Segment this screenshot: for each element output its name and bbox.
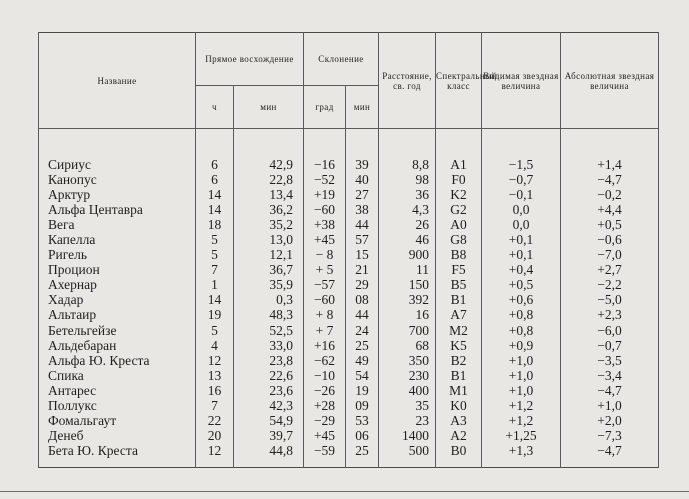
table-row — [39, 263, 659, 278]
absolute-magnitude-cell: −3,5 — [561, 353, 659, 368]
spectral-class-cell: M1 — [436, 383, 482, 398]
ra-hours-cell: 4 — [196, 338, 234, 353]
spectral-class-cell: G2 — [436, 202, 482, 217]
ra-minutes-cell: 42,3 — [234, 399, 304, 414]
dec-minutes-cell: 49 — [346, 353, 379, 368]
header-spectral-class: Спектральный класс — [436, 33, 482, 129]
dec-degrees-cell: +45 — [304, 429, 346, 444]
apparent-magnitude-cell: +0,1 — [482, 248, 561, 263]
dec-minutes-cell: 25 — [346, 338, 379, 353]
absolute-magnitude-cell: +2,0 — [561, 414, 659, 429]
table-row — [39, 157, 659, 172]
spectral-class-cell: A2 — [436, 429, 482, 444]
apparent-magnitude-cell: +1,0 — [482, 383, 561, 398]
star-name-cell: Антарес — [39, 383, 196, 398]
distance-cell: 16 — [379, 308, 436, 323]
ra-hours-cell: 19 — [196, 308, 234, 323]
absolute-magnitude-cell: −6,0 — [561, 323, 659, 338]
absolute-magnitude-cell: −7,0 — [561, 248, 659, 263]
dec-degrees-cell: +28 — [304, 399, 346, 414]
ra-hours-cell: 7 — [196, 399, 234, 414]
dec-minutes-cell: 39 — [346, 157, 379, 172]
dec-degrees-cell: −29 — [304, 414, 346, 429]
spectral-class-cell: B0 — [436, 444, 482, 459]
ra-hours-cell: 14 — [196, 187, 234, 202]
star-name-cell: Бетельгейзе — [39, 323, 196, 338]
dec-degrees-cell: −62 — [304, 353, 346, 368]
ra-hours-cell: 16 — [196, 383, 234, 398]
distance-cell: 230 — [379, 368, 436, 383]
star-name-cell: Ахернар — [39, 278, 196, 293]
absolute-magnitude-cell: −5,0 — [561, 293, 659, 308]
ra-minutes-cell: 23,6 — [234, 383, 304, 398]
table-row — [39, 217, 659, 232]
table-row — [39, 399, 659, 414]
spectral-class-cell: A1 — [436, 157, 482, 172]
ra-hours-cell: 14 — [196, 293, 234, 308]
distance-cell: 23 — [379, 414, 436, 429]
table-row — [39, 232, 659, 247]
ra-minutes-cell: 52,5 — [234, 323, 304, 338]
distance-cell: 392 — [379, 293, 436, 308]
distance-cell: 11 — [379, 263, 436, 278]
header-distance: Расстояние, св. год — [379, 33, 436, 129]
star-data-table — [38, 32, 659, 468]
apparent-magnitude-cell: +0,1 — [482, 232, 561, 247]
absolute-magnitude-cell: −2,2 — [561, 278, 659, 293]
spectral-class-cell: K0 — [436, 399, 482, 414]
absolute-magnitude-cell: +1,4 — [561, 157, 659, 172]
dec-minutes-cell: 09 — [346, 399, 379, 414]
spectral-class-cell: K5 — [436, 338, 482, 353]
spectral-class-cell: B1 — [436, 293, 482, 308]
absolute-magnitude-cell: +4,4 — [561, 202, 659, 217]
apparent-magnitude-cell: +1,3 — [482, 444, 561, 459]
ra-hours-cell: 13 — [196, 368, 234, 383]
spectral-class-cell: A7 — [436, 308, 482, 323]
header-right-ascension: Прямое восхождение — [196, 33, 304, 86]
ra-hours-cell: 6 — [196, 157, 234, 172]
apparent-magnitude-cell: +1,0 — [482, 353, 561, 368]
dec-minutes-cell: 53 — [346, 414, 379, 429]
ra-hours-cell: 5 — [196, 248, 234, 263]
ra-hours-cell: 1 — [196, 278, 234, 293]
dec-degrees-cell: −60 — [304, 202, 346, 217]
ra-minutes-cell: 12,1 — [234, 248, 304, 263]
dec-degrees-cell: +45 — [304, 232, 346, 247]
absolute-magnitude-cell: +1,0 — [561, 399, 659, 414]
ra-minutes-cell: 42,9 — [234, 157, 304, 172]
table-row — [39, 172, 659, 187]
absolute-magnitude-cell: +0,5 — [561, 217, 659, 232]
absolute-magnitude-cell: −4,7 — [561, 383, 659, 398]
dec-minutes-cell: 38 — [346, 202, 379, 217]
header-name: Название — [39, 33, 196, 129]
absolute-magnitude-cell: −3,4 — [561, 368, 659, 383]
apparent-magnitude-cell: 0,0 — [482, 202, 561, 217]
table-row — [39, 368, 659, 383]
dec-degrees-cell: + 8 — [304, 308, 346, 323]
star-name-cell: Альдебаран — [39, 338, 196, 353]
absolute-magnitude-cell: −4,7 — [561, 172, 659, 187]
ra-hours-cell: 18 — [196, 217, 234, 232]
ra-hours-cell: 6 — [196, 172, 234, 187]
ra-minutes-cell: 33,0 — [234, 338, 304, 353]
distance-cell: 98 — [379, 172, 436, 187]
apparent-magnitude-cell: −0,1 — [482, 187, 561, 202]
dec-degrees-cell: −10 — [304, 368, 346, 383]
spectral-class-cell: M2 — [436, 323, 482, 338]
distance-cell: 350 — [379, 353, 436, 368]
dec-minutes-cell: 57 — [346, 232, 379, 247]
star-name-cell: Сириус — [39, 157, 196, 172]
ra-minutes-cell: 22,8 — [234, 172, 304, 187]
star-name-cell: Хадар — [39, 293, 196, 308]
dec-degrees-cell: +38 — [304, 217, 346, 232]
star-name-cell: Капелла — [39, 232, 196, 247]
dec-degrees-cell: −26 — [304, 383, 346, 398]
ra-minutes-cell: 13,4 — [234, 187, 304, 202]
spectral-class-cell: B2 — [436, 353, 482, 368]
distance-cell: 400 — [379, 383, 436, 398]
spectral-class-cell: B1 — [436, 368, 482, 383]
spectral-class-cell: G8 — [436, 232, 482, 247]
star-name-cell: Бета Ю. Креста — [39, 444, 196, 459]
table-row — [39, 323, 659, 338]
absolute-magnitude-cell: −0,6 — [561, 232, 659, 247]
dec-degrees-cell: −57 — [304, 278, 346, 293]
distance-cell: 700 — [379, 323, 436, 338]
star-name-cell: Процион — [39, 263, 196, 278]
apparent-magnitude-cell: 0,0 — [482, 217, 561, 232]
ra-hours-cell: 5 — [196, 232, 234, 247]
apparent-magnitude-cell: +1,2 — [482, 399, 561, 414]
ra-minutes-cell: 13,0 — [234, 232, 304, 247]
distance-cell: 35 — [379, 399, 436, 414]
dec-minutes-cell: 06 — [346, 429, 379, 444]
dec-minutes-cell: 15 — [346, 248, 379, 263]
ra-minutes-cell: 39,7 — [234, 429, 304, 444]
dec-degrees-cell: +16 — [304, 338, 346, 353]
ra-minutes-cell: 54,9 — [234, 414, 304, 429]
apparent-magnitude-cell: +1,2 — [482, 414, 561, 429]
dec-minutes-cell: 40 — [346, 172, 379, 187]
header-apparent-magnitude: Видимая звездная величина — [482, 33, 561, 129]
table-row — [39, 308, 659, 323]
ra-minutes-cell: 48,3 — [234, 308, 304, 323]
dec-degrees-cell: −16 — [304, 157, 346, 172]
apparent-magnitude-cell: +0,8 — [482, 308, 561, 323]
apparent-magnitude-cell: +0,8 — [482, 323, 561, 338]
apparent-magnitude-cell: +1,25 — [482, 429, 561, 444]
dec-degrees-cell: +19 — [304, 187, 346, 202]
absolute-magnitude-cell: −7,3 — [561, 429, 659, 444]
dec-minutes-cell: 19 — [346, 383, 379, 398]
distance-cell: 1400 — [379, 429, 436, 444]
absolute-magnitude-cell: +2,7 — [561, 263, 659, 278]
star-name-cell: Арктур — [39, 187, 196, 202]
ra-hours-cell: 12 — [196, 444, 234, 459]
table-row — [39, 383, 659, 398]
absolute-magnitude-cell: +2,3 — [561, 308, 659, 323]
spectral-class-cell: B5 — [436, 278, 482, 293]
table-row — [39, 248, 659, 263]
star-name-cell: Фомальгаут — [39, 414, 196, 429]
ra-minutes-cell: 0,3 — [234, 293, 304, 308]
star-name-cell: Ригель — [39, 248, 196, 263]
distance-cell: 26 — [379, 217, 436, 232]
spectral-class-cell: K2 — [436, 187, 482, 202]
dec-degrees-cell: −60 — [304, 293, 346, 308]
spectral-class-cell: A3 — [436, 414, 482, 429]
absolute-magnitude-cell: −0,2 — [561, 187, 659, 202]
ra-minutes-cell: 23,8 — [234, 353, 304, 368]
ra-minutes-cell: 35,9 — [234, 278, 304, 293]
absolute-magnitude-cell: −0,7 — [561, 338, 659, 353]
star-name-cell: Денеб — [39, 429, 196, 444]
dec-minutes-cell: 29 — [346, 278, 379, 293]
spectral-class-cell: B8 — [436, 248, 482, 263]
ra-hours-cell: 14 — [196, 202, 234, 217]
distance-cell: 900 — [379, 248, 436, 263]
ra-minutes-cell: 44,8 — [234, 444, 304, 459]
spectral-class-cell: A0 — [436, 217, 482, 232]
star-name-cell: Спика — [39, 368, 196, 383]
star-name-cell: Альтаир — [39, 308, 196, 323]
header-ra-hours: ч — [196, 86, 234, 129]
dec-minutes-cell: 27 — [346, 187, 379, 202]
table-row — [39, 293, 659, 308]
star-name-cell: Альфа Центавра — [39, 202, 196, 217]
distance-cell: 68 — [379, 338, 436, 353]
dec-degrees-cell: −59 — [304, 444, 346, 459]
spectral-class-cell: F5 — [436, 263, 482, 278]
table-row — [39, 429, 659, 444]
table-row — [39, 278, 659, 293]
header-absolute-magnitude: Абсолютная звездная величина — [561, 33, 659, 129]
table-row — [39, 187, 659, 202]
distance-cell: 500 — [379, 444, 436, 459]
header-declination: Склонение — [304, 33, 379, 86]
table-row — [39, 414, 659, 429]
spectral-class-cell: F0 — [436, 172, 482, 187]
distance-cell: 150 — [379, 278, 436, 293]
ra-hours-cell: 5 — [196, 323, 234, 338]
dec-degrees-cell: + 5 — [304, 263, 346, 278]
table-row — [39, 444, 659, 459]
ra-hours-cell: 7 — [196, 263, 234, 278]
dec-minutes-cell: 25 — [346, 444, 379, 459]
ra-minutes-cell: 35,2 — [234, 217, 304, 232]
apparent-magnitude-cell: +1,0 — [482, 368, 561, 383]
dec-minutes-cell: 54 — [346, 368, 379, 383]
table-row — [39, 202, 659, 217]
header-dec-minutes: мин — [346, 86, 379, 129]
distance-cell: 46 — [379, 232, 436, 247]
star-name-cell: Вега — [39, 217, 196, 232]
page-bottom-rule — [0, 491, 689, 492]
dec-degrees-cell: − 8 — [304, 248, 346, 263]
star-name-cell: Канопус — [39, 172, 196, 187]
dec-minutes-cell: 21 — [346, 263, 379, 278]
star-name-cell: Поллукс — [39, 399, 196, 414]
apparent-magnitude-cell: +0,9 — [482, 338, 561, 353]
header-dec-degrees: град — [304, 86, 346, 129]
table-row — [39, 353, 659, 368]
table-body — [39, 129, 659, 468]
distance-cell: 36 — [379, 187, 436, 202]
apparent-magnitude-cell: +0,4 — [482, 263, 561, 278]
apparent-magnitude-cell: −0,7 — [482, 172, 561, 187]
ra-minutes-cell: 36,2 — [234, 202, 304, 217]
dec-minutes-cell: 08 — [346, 293, 379, 308]
distance-cell: 4,3 — [379, 202, 436, 217]
distance-cell: 8,8 — [379, 157, 436, 172]
ra-hours-cell: 20 — [196, 429, 234, 444]
absolute-magnitude-cell: −4,7 — [561, 444, 659, 459]
dec-minutes-cell: 44 — [346, 308, 379, 323]
apparent-magnitude-cell: +0,6 — [482, 293, 561, 308]
table-row — [39, 338, 659, 353]
header-ra-minutes: мин — [234, 86, 304, 129]
star-name-cell: Альфа Ю. Креста — [39, 353, 196, 368]
ra-minutes-cell: 22,6 — [234, 368, 304, 383]
ra-minutes-cell: 36,7 — [234, 263, 304, 278]
apparent-magnitude-cell: +0,5 — [482, 278, 561, 293]
ra-hours-cell: 12 — [196, 353, 234, 368]
dec-minutes-cell: 24 — [346, 323, 379, 338]
dec-degrees-cell: −52 — [304, 172, 346, 187]
apparent-magnitude-cell: −1,5 — [482, 157, 561, 172]
dec-minutes-cell: 44 — [346, 217, 379, 232]
dec-degrees-cell: + 7 — [304, 323, 346, 338]
ra-hours-cell: 22 — [196, 414, 234, 429]
